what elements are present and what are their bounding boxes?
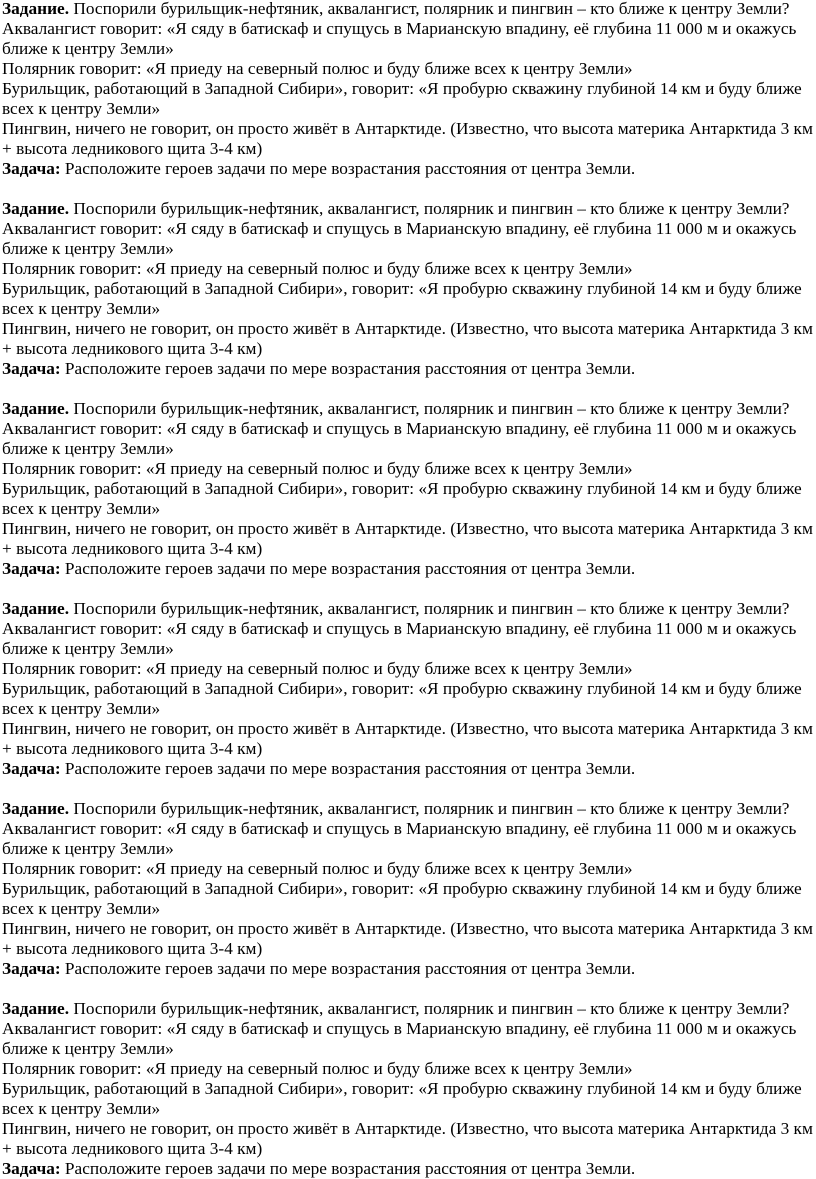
task-label: Задание. [2,599,70,618]
task-label: Задание. [2,999,70,1018]
goal-text: Расположите героев задачи по мере возрастания расстояния от центра Земли. [60,1159,636,1178]
goal-line [2,1159,812,1179]
penguin-statement-line-1: Пингвин, ничего не говорит, он просто живёт в Антарктиде. (Известно, что высота материка Антарктида 3 км [2,719,813,738]
goal-line [2,359,812,379]
goal-text: Расположите героев задачи по мере возрастания расстояния от центра Земли. [60,959,636,978]
goal-label: Задача: [2,959,61,978]
penguin-statement-line-1: Пингвин, ничего не говорит, он просто живёт в Антарктиде. (Известно, что высота материка Антарктида 3 км [2,319,813,338]
diver-statement-line-1: Аквалангист говорит: «Я сяду в батискаф и спущусь в Марианскую впадину, её глубина 11 000 м и окажусь [2,219,797,238]
penguin-statement-line-2: + высота ледникового щита 3-4 км) [2,139,263,158]
diver-statement-line-1: Аквалангист говорит: «Я сяду в батискаф и спущусь в Марианскую впадину, её глубина 11 000 м и окажусь [2,819,797,838]
diver-statement-line-2: ближе к центру Земли» [2,439,174,458]
goal-label: Задача: [2,559,61,578]
penguin-statement-line-1: Пингвин, ничего не говорит, он просто живёт в Антарктиде. (Известно, что высота материка Антарктида 3 км [2,1119,813,1138]
driller-statement-line-2: всех к центру Земли» [2,499,161,518]
penguin-statement-line-2: + высота ледникового щита 3-4 км) [2,1139,263,1158]
penguin-statement-line-1: Пингвин, ничего не говорит, он просто живёт в Антарктиде. (Известно, что высота материка Антарктида 3 км [2,119,813,138]
diver-statement-line-2: ближе к центру Земли» [2,639,174,658]
task-header [2,399,812,419]
task-block-5 [2,799,812,979]
goal-line [2,959,812,979]
penguin-statement-line-1: Пингвин, ничего не говорит, он просто живёт в Антарктиде. (Известно, что высота материка Антарктида 3 км [2,919,813,938]
task-text: Поспорили бурильщик-нефтяник, аквалангист, полярник и пингвин – кто ближе к центру Земли? [69,999,790,1018]
task-label: Задание. [2,199,70,218]
goal-line [2,559,812,579]
goal-text: Расположите героев задачи по мере возрастания расстояния от центра Земли. [60,359,636,378]
driller-statement-line-1: Бурильщик, работающий в Западной Сибири», говорит: «Я пробурю скважину глубиной 14 км и буду ближе [2,79,802,98]
goal-label: Задача: [2,159,61,178]
diver-statement-line-1: Аквалангист говорит: «Я сяду в батискаф и спущусь в Марианскую впадину, её глубина 11 000 м и окажусь [2,419,797,438]
goal-label: Задача: [2,1159,61,1178]
driller-statement-line-2: всех к центру Земли» [2,699,161,718]
task-label: Задание. [2,399,70,418]
driller-statement-line-2: всех к центру Земли» [2,899,161,918]
goal-label: Задача: [2,359,61,378]
penguin-statement-line-2: + высота ледникового щита 3-4 км) [2,739,263,758]
task-text: Поспорили бурильщик-нефтяник, аквалангист, полярник и пингвин – кто ближе к центру Земли? [69,0,790,18]
diver-statement-line-1: Аквалангист говорит: «Я сяду в батискаф и спущусь в Марианскую впадину, её глубина 11 000 м и окажусь [2,619,797,638]
task-text: Поспорили бурильщик-нефтяник, аквалангист, полярник и пингвин – кто ближе к центру Земли? [69,199,790,218]
diver-statement-line-1: Аквалангист говорит: «Я сяду в батискаф и спущусь в Марианскую впадину, её глубина 11 000 м и окажусь [2,1019,797,1038]
goal-label: Задача: [2,759,61,778]
goal-line [2,759,812,779]
diver-statement-line-2: ближе к центру Земли» [2,839,174,858]
polar-explorer-statement: Полярник говорит: «Я приеду на северный полюс и буду ближе всех к центру Земли» [2,859,633,878]
driller-statement-line-1: Бурильщик, работающий в Западной Сибири», говорит: «Я пробурю скважину глубиной 14 км и буду ближе [2,879,802,898]
task-label: Задание. [2,0,70,18]
penguin-statement-line-1: Пингвин, ничего не говорит, он просто живёт в Антарктиде. (Известно, что высота материка Антарктида 3 км [2,519,813,538]
task-block-1 [2,0,812,179]
task-text: Поспорили бурильщик-нефтяник, аквалангист, полярник и пингвин – кто ближе к центру Земли? [69,599,790,618]
task-block-4 [2,599,812,779]
penguin-statement-line-2: + высота ледникового щита 3-4 км) [2,539,263,558]
driller-statement-line-1: Бурильщик, работающий в Западной Сибири», говорит: «Я пробурю скважину глубиной 14 км и буду ближе [2,679,802,698]
driller-statement-line-2: всех к центру Земли» [2,99,161,118]
task-block-6 [2,999,812,1179]
diver-statement-line-1: Аквалангист говорит: «Я сяду в батискаф и спущусь в Марианскую впадину, её глубина 11 000 м и окажусь [2,19,797,38]
driller-statement-line-1: Бурильщик, работающий в Западной Сибири», говорит: «Я пробурю скважину глубиной 14 км и буду ближе [2,279,802,298]
diver-statement-line-2: ближе к центру Земли» [2,1039,174,1058]
driller-statement-line-2: всех к центру Земли» [2,299,161,318]
task-text: Поспорили бурильщик-нефтяник, аквалангист, полярник и пингвин – кто ближе к центру Земли? [69,799,790,818]
task-header [2,0,812,19]
task-label: Задание. [2,799,70,818]
polar-explorer-statement: Полярник говорит: «Я приеду на северный полюс и буду ближе всех к центру Земли» [2,459,633,478]
task-block-3 [2,399,812,579]
polar-explorer-statement: Полярник говорит: «Я приеду на северный полюс и буду ближе всех к центру Земли» [2,1059,633,1078]
goal-line [2,159,812,179]
polar-explorer-statement: Полярник говорит: «Я приеду на северный полюс и буду ближе всех к центру Земли» [2,259,633,278]
task-header [2,799,812,819]
document-page [2,0,812,1179]
task-text: Поспорили бурильщик-нефтяник, аквалангист, полярник и пингвин – кто ближе к центру Земли? [69,399,790,418]
driller-statement-line-1: Бурильщик, работающий в Западной Сибири», говорит: «Я пробурю скважину глубиной 14 км и буду ближе [2,479,802,498]
task-header [2,199,812,219]
diver-statement-line-2: ближе к центру Земли» [2,239,174,258]
penguin-statement-line-2: + высота ледникового щита 3-4 км) [2,939,263,958]
polar-explorer-statement: Полярник говорит: «Я приеду на северный полюс и буду ближе всех к центру Земли» [2,59,633,78]
polar-explorer-statement: Полярник говорит: «Я приеду на северный полюс и буду ближе всех к центру Земли» [2,659,633,678]
diver-statement-line-2: ближе к центру Земли» [2,39,174,58]
penguin-statement-line-2: + высота ледникового щита 3-4 км) [2,339,263,358]
goal-text: Расположите героев задачи по мере возрастания расстояния от центра Земли. [60,159,636,178]
goal-text: Расположите героев задачи по мере возрастания расстояния от центра Земли. [60,559,636,578]
goal-text: Расположите героев задачи по мере возрастания расстояния от центра Земли. [60,759,636,778]
task-block-2 [2,199,812,379]
driller-statement-line-2: всех к центру Земли» [2,1099,161,1118]
driller-statement-line-1: Бурильщик, работающий в Западной Сибири», говорит: «Я пробурю скважину глубиной 14 км и буду ближе [2,1079,802,1098]
task-header [2,999,812,1019]
task-header [2,599,812,619]
